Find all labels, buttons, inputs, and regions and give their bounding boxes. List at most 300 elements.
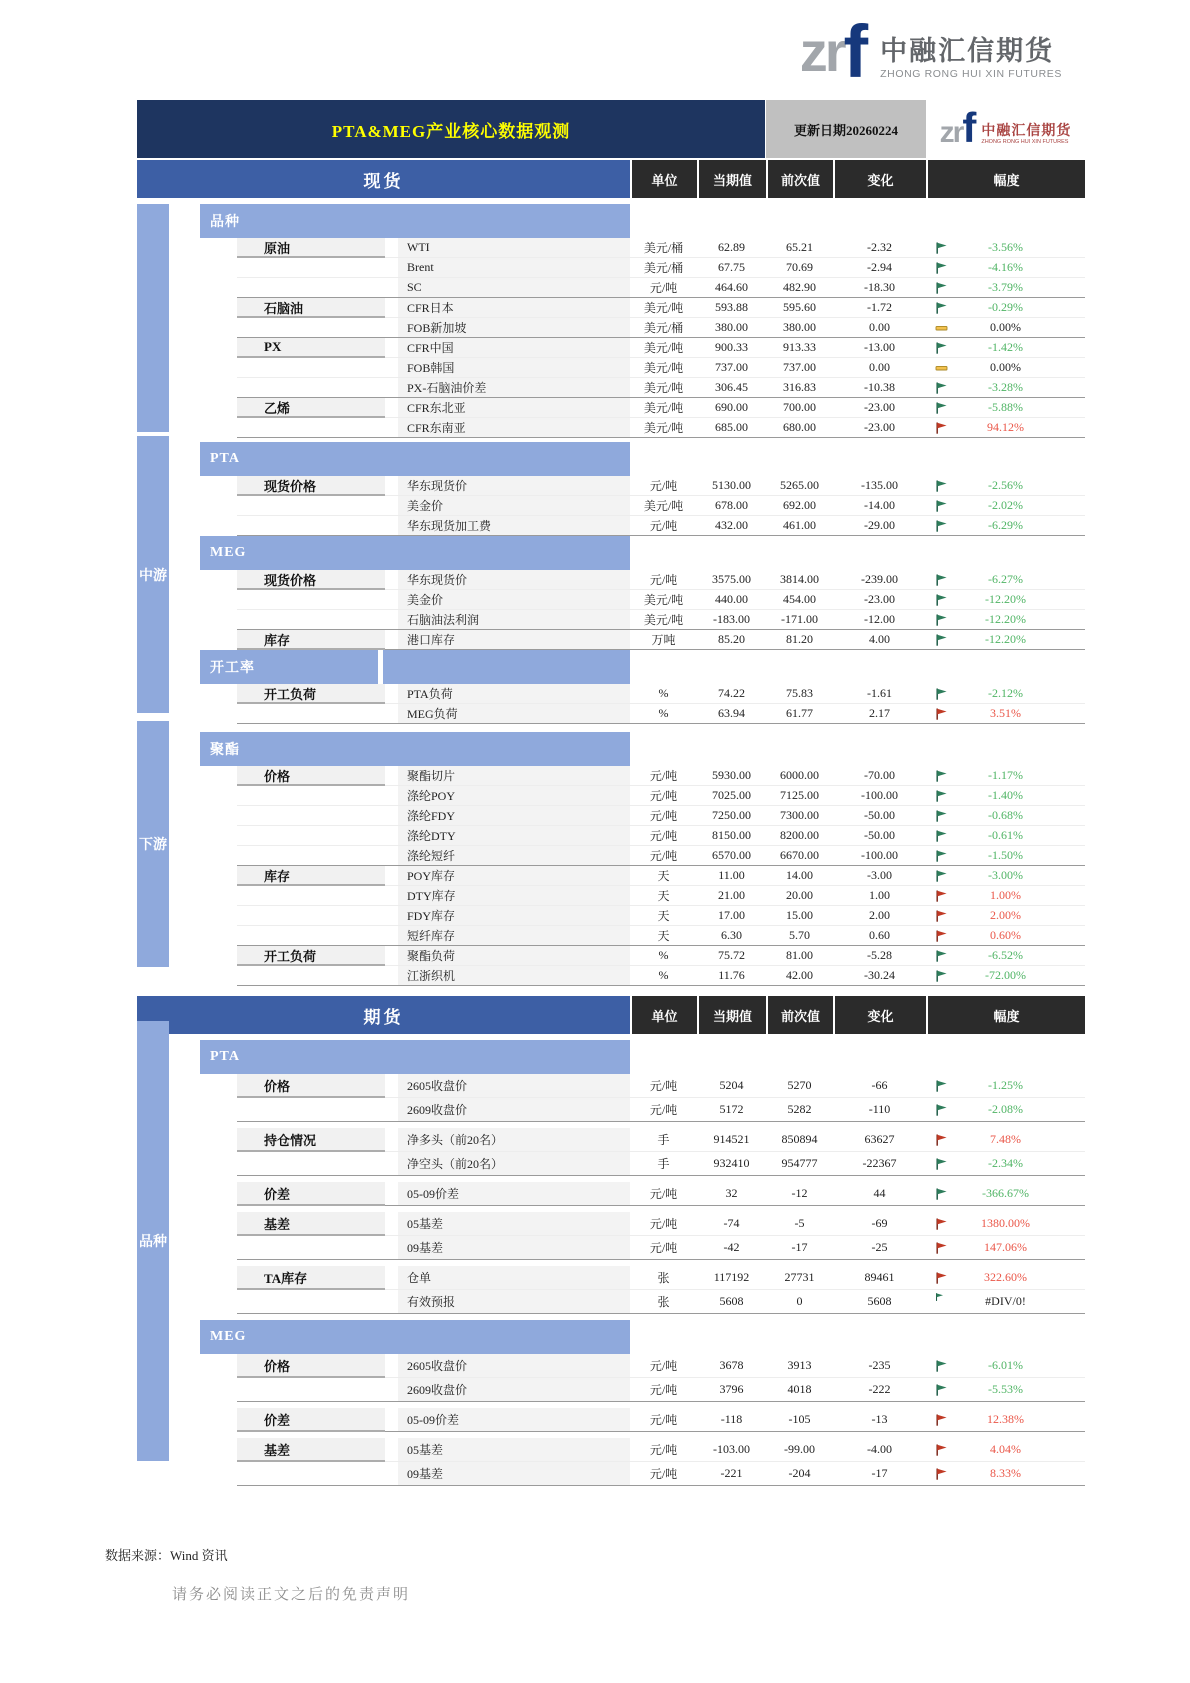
flag-down-icon xyxy=(935,849,948,862)
table-row xyxy=(237,1438,1085,1462)
unit-cell: 元/吨 xyxy=(649,573,678,587)
table-row xyxy=(237,1236,1085,1259)
previous-value-cell: 7125.00 xyxy=(780,788,819,802)
current-value-cell: 67.75 xyxy=(718,260,745,274)
current-value-cell: 17.00 xyxy=(718,908,745,922)
previous-value-cell: 42.00 xyxy=(786,968,813,982)
group-label-cell xyxy=(237,378,398,397)
item-label: 净多头（前20名） xyxy=(398,1128,630,1151)
change-value-cell: -13.00 xyxy=(864,340,895,354)
group-label-cell xyxy=(237,926,398,945)
trend-flag xyxy=(935,401,948,414)
amplitude-cell xyxy=(926,298,1085,317)
flag-up-icon xyxy=(935,421,948,434)
flag-down-icon xyxy=(935,341,948,354)
amplitude-value: -4.16% xyxy=(988,260,1023,274)
table-row xyxy=(237,1098,1085,1121)
previous-value-cell: 7300.00 xyxy=(780,808,819,822)
current-value-cell: 63.94 xyxy=(718,706,745,720)
item-label: 有效预报 xyxy=(398,1290,630,1313)
current-value-cell: 5172 xyxy=(719,1102,744,1116)
amplitude-value: -12.20% xyxy=(985,592,1026,606)
item-label: 涤纶FDY xyxy=(398,806,630,825)
table-row xyxy=(237,1408,1085,1431)
table-row xyxy=(237,806,1085,826)
group-label-cell xyxy=(237,704,398,723)
amplitude-cell xyxy=(926,1128,1085,1151)
current-value-cell: 5608 xyxy=(719,1294,744,1308)
table-row xyxy=(237,684,1085,704)
amplitude-value: 94.12% xyxy=(987,420,1024,434)
group-label: TA库存 xyxy=(237,1266,385,1290)
trend-flag xyxy=(935,1079,948,1092)
group-label-cell xyxy=(237,1128,398,1151)
trend-flag xyxy=(935,1443,948,1456)
item-label: 净空头（前20名） xyxy=(398,1152,630,1175)
trend-flag xyxy=(935,1467,948,1480)
flag-down-icon xyxy=(935,381,948,394)
amplitude-cell xyxy=(926,846,1085,865)
row-group-持仓情况 xyxy=(237,1128,1085,1176)
group-label: 现货价格 xyxy=(237,570,385,590)
previous-value-cell: 692.00 xyxy=(783,498,816,512)
previous-value-cell: -17 xyxy=(791,1240,808,1254)
company-name-cn: 中融汇信期货 xyxy=(981,122,1072,139)
change-value-cell: -100.00 xyxy=(861,848,898,862)
amplitude-cell xyxy=(926,610,1085,629)
row-group-开工负荷 xyxy=(237,684,1085,724)
column-header-amplitude: 幅度 xyxy=(928,160,1085,198)
item-label: 2609收盘价 xyxy=(398,1378,630,1401)
change-value-cell: -239.00 xyxy=(861,572,898,586)
current-value-cell: -74 xyxy=(723,1216,740,1230)
group-label-cell xyxy=(237,1378,398,1401)
trend-flag xyxy=(935,241,948,254)
trend-flag xyxy=(935,1293,944,1302)
row-group-乙烯 xyxy=(237,398,1085,438)
logo-zr-text: zr xyxy=(939,115,963,149)
amplitude-value: 0.00% xyxy=(990,360,1021,374)
previous-value-cell: -5 xyxy=(794,1216,805,1230)
current-value-cell: -103.00 xyxy=(713,1442,750,1456)
band-label: MEG xyxy=(200,536,630,570)
unit-cell: 元/吨 xyxy=(649,1413,678,1427)
change-value-cell: -2.32 xyxy=(867,240,892,254)
logo-text-block xyxy=(880,37,1062,81)
amplitude-cell xyxy=(926,806,1085,825)
previous-value-cell: 850894 xyxy=(781,1132,818,1146)
amplitude-value: -72.00% xyxy=(985,968,1026,982)
change-value-cell: -5.28 xyxy=(867,948,892,962)
item-label: 涤纶POY xyxy=(398,786,630,805)
change-value-cell: -25 xyxy=(871,1240,888,1254)
amplitude-value: -0.61% xyxy=(988,828,1023,842)
unit-cell: 美元/吨 xyxy=(643,341,684,355)
band-label: 聚酯 xyxy=(200,732,630,766)
trend-flag xyxy=(935,929,948,942)
unit-cell: 元/吨 xyxy=(649,1079,678,1093)
change-value-cell: -135.00 xyxy=(861,478,898,492)
change-value-cell: -4.00 xyxy=(867,1442,892,1456)
amplitude-value: -2.12% xyxy=(988,686,1023,700)
current-value-cell: 380.00 xyxy=(715,320,748,334)
flag-down-icon xyxy=(935,1383,948,1396)
unit-cell: 元/吨 xyxy=(649,1187,678,1201)
table-row xyxy=(237,338,1085,358)
table-row xyxy=(237,786,1085,806)
amplitude-value: -1.42% xyxy=(988,340,1023,354)
group-label-cell xyxy=(237,476,398,495)
current-value-cell: 85.20 xyxy=(718,632,745,646)
amplitude-cell xyxy=(926,338,1085,357)
item-label: 美金价 xyxy=(398,590,630,609)
previous-value-cell: 954777 xyxy=(781,1156,818,1170)
group-label: 开工负荷 xyxy=(237,946,385,966)
item-label: DTY库存 xyxy=(398,886,630,905)
table-row xyxy=(237,1074,1085,1098)
flag-down-icon xyxy=(935,519,948,532)
change-value-cell: 0.60 xyxy=(869,928,890,942)
flag-down-icon xyxy=(935,261,948,274)
trend-flag xyxy=(935,969,948,982)
amplitude-cell xyxy=(926,866,1085,885)
band-品种 xyxy=(200,204,630,238)
flag-flat-icon xyxy=(935,362,949,374)
unit-cell: 张 xyxy=(657,1295,670,1309)
previous-value-cell: 913.33 xyxy=(783,340,816,354)
amplitude-value: 3.51% xyxy=(990,706,1021,720)
row-group-现货价格 xyxy=(237,476,1085,536)
amplitude-cell xyxy=(926,516,1085,535)
amplitude-cell xyxy=(926,1266,1085,1289)
row-group-库存 xyxy=(237,866,1085,946)
flag-down-icon xyxy=(935,829,948,842)
amplitude-value: -1.25% xyxy=(988,1078,1023,1092)
group-label: 基差 xyxy=(237,1438,385,1462)
group-label-cell xyxy=(237,826,398,845)
table-row xyxy=(237,258,1085,278)
previous-value-cell: 4018 xyxy=(787,1382,812,1396)
previous-value-cell: 482.90 xyxy=(783,280,816,294)
flag-up-icon xyxy=(935,1467,948,1480)
current-value-cell: 464.60 xyxy=(715,280,748,294)
previous-value-cell: 380.00 xyxy=(783,320,816,334)
trend-flag xyxy=(935,1217,948,1230)
current-value-cell: 11.76 xyxy=(718,968,745,982)
amplitude-value: -2.08% xyxy=(988,1102,1023,1116)
group-label-cell xyxy=(237,590,398,609)
previous-value-cell: 0 xyxy=(796,1294,803,1308)
previous-value-cell: 14.00 xyxy=(786,868,813,882)
group-label-cell xyxy=(237,766,398,785)
current-value-cell: 432.00 xyxy=(715,518,748,532)
previous-value-cell: 680.00 xyxy=(783,420,816,434)
table-row xyxy=(237,886,1085,906)
band-label: MEG xyxy=(200,1320,630,1354)
item-label: POY库存 xyxy=(398,866,630,885)
table-row xyxy=(237,766,1085,786)
unit-cell: 元/吨 xyxy=(649,281,678,295)
change-value-cell: -23.00 xyxy=(864,420,895,434)
amplitude-value: 12.38% xyxy=(987,1412,1024,1426)
flag-down-icon xyxy=(935,949,948,962)
group-label-cell xyxy=(237,684,398,703)
flag-down-icon xyxy=(935,687,948,700)
unit-cell: 元/吨 xyxy=(649,849,678,863)
unit-cell: 美元/吨 xyxy=(643,499,684,513)
group-label-cell xyxy=(237,846,398,865)
amplitude-cell xyxy=(926,1290,1085,1313)
group-label-cell xyxy=(237,1354,398,1377)
amplitude-cell xyxy=(926,1438,1085,1461)
band-MEG xyxy=(200,536,630,570)
item-label: 华东现货加工费 xyxy=(398,516,630,535)
item-label: 华东现货价 xyxy=(398,570,630,589)
header-mini-logo xyxy=(926,100,1085,158)
group-label-cell xyxy=(237,1152,398,1175)
unit-cell: % xyxy=(658,968,669,982)
unit-cell: 手 xyxy=(657,1157,670,1171)
amplitude-cell xyxy=(926,826,1085,845)
unit-cell: 天 xyxy=(657,909,670,923)
group-label: 持仓情况 xyxy=(237,1128,385,1152)
change-value-cell: -30.24 xyxy=(864,968,895,982)
group-label-cell xyxy=(237,806,398,825)
unit-cell: 万吨 xyxy=(651,633,676,647)
group-label-cell xyxy=(237,516,398,535)
current-value-cell: -42 xyxy=(723,1240,740,1254)
row-group-价差 xyxy=(237,1182,1085,1206)
item-label: 仓单 xyxy=(398,1266,630,1289)
group-label-cell xyxy=(237,278,398,297)
trend-flag xyxy=(935,479,948,492)
change-value-cell: -1.61 xyxy=(867,686,892,700)
table-row xyxy=(237,1128,1085,1152)
amplitude-value: -2.56% xyxy=(988,478,1023,492)
group-label: PX xyxy=(237,338,385,358)
group-label-cell xyxy=(237,630,398,649)
amplitude-value: -0.68% xyxy=(988,808,1023,822)
group-label-cell xyxy=(237,966,398,985)
flag-up-icon xyxy=(935,1241,948,1254)
change-value-cell: -100.00 xyxy=(861,788,898,802)
title-row xyxy=(137,100,1085,158)
change-value-cell: -13 xyxy=(871,1412,888,1426)
amplitude-value: -366.67% xyxy=(982,1186,1029,1200)
flag-up-icon xyxy=(935,1413,948,1426)
amplitude-cell xyxy=(926,570,1085,589)
group-label-cell xyxy=(237,1098,398,1121)
change-value-cell: -70.00 xyxy=(864,768,895,782)
trend-flag xyxy=(935,769,948,782)
table-row xyxy=(237,1354,1085,1378)
item-label: 2609收盘价 xyxy=(398,1098,630,1121)
column-header-unit: 单位 xyxy=(632,160,697,198)
trend-flag xyxy=(935,809,948,822)
change-value-cell: 2.00 xyxy=(869,908,890,922)
table-row xyxy=(237,866,1085,886)
item-label: 美金价 xyxy=(398,496,630,515)
unit-cell: 元/吨 xyxy=(649,769,678,783)
flag-up-icon xyxy=(935,1133,948,1146)
group-label: 原油 xyxy=(237,238,385,258)
flag-down-icon xyxy=(935,1079,948,1092)
band-聚酯 xyxy=(200,732,630,766)
current-value-cell: 678.00 xyxy=(715,498,748,512)
previous-value-cell: 27731 xyxy=(784,1270,815,1284)
table-row xyxy=(237,704,1085,723)
amplitude-cell xyxy=(926,590,1085,609)
group-label: 库存 xyxy=(237,866,385,886)
band-PTA xyxy=(200,1040,630,1074)
band-label: 品种 xyxy=(200,204,630,238)
trend-flag xyxy=(935,849,948,862)
data-source-note: 数据来源：Wind 资讯 xyxy=(105,1548,228,1563)
trend-flag xyxy=(935,341,948,354)
amplitude-cell xyxy=(926,258,1085,277)
flag-down-icon xyxy=(935,789,948,802)
change-value-cell: -14.00 xyxy=(864,498,895,512)
amplitude-cell xyxy=(926,318,1085,337)
previous-value-cell: 3913 xyxy=(787,1358,812,1372)
current-value-cell: 900.33 xyxy=(715,340,748,354)
current-value-cell: 75.72 xyxy=(718,948,745,962)
amplitude-cell xyxy=(926,496,1085,515)
unit-cell: 美元/吨 xyxy=(643,613,684,627)
flag-down-icon xyxy=(935,613,948,626)
table-row xyxy=(237,1182,1085,1205)
amplitude-value: -2.02% xyxy=(988,498,1023,512)
change-value-cell: -2.94 xyxy=(867,260,892,274)
group-label-cell xyxy=(237,946,398,965)
previous-value-cell: 70.69 xyxy=(786,260,813,274)
table-row xyxy=(237,570,1085,590)
change-value-cell: 2.17 xyxy=(869,706,890,720)
zrf-logo-icon xyxy=(939,103,977,151)
item-label: 涤纶DTY xyxy=(398,826,630,845)
section-name-header: 现货 xyxy=(137,160,630,198)
amplitude-cell xyxy=(926,1212,1085,1235)
previous-value-cell: 81.00 xyxy=(786,948,813,962)
previous-value-cell: 81.20 xyxy=(786,632,813,646)
group-label-cell xyxy=(237,338,398,357)
group-label-cell xyxy=(237,1212,398,1235)
band-PTA xyxy=(200,442,630,476)
table-row xyxy=(237,398,1085,418)
previous-value-cell: 5265.00 xyxy=(780,478,819,492)
current-value-cell: 7025.00 xyxy=(712,788,751,802)
previous-value-cell: -204 xyxy=(788,1466,811,1480)
row-group-价差 xyxy=(237,1408,1085,1432)
trend-flag xyxy=(935,593,948,606)
change-value-cell: 63627 xyxy=(864,1132,895,1146)
table-row xyxy=(237,826,1085,846)
item-label: 聚酯切片 xyxy=(398,766,630,785)
amplitude-value: -0.29% xyxy=(988,300,1023,314)
trend-flag xyxy=(935,1413,948,1426)
band-开工率 xyxy=(200,650,630,684)
trend-flag xyxy=(935,1157,948,1170)
current-value-cell: 306.45 xyxy=(715,380,748,394)
change-value-cell: -50.00 xyxy=(864,808,895,822)
current-value-cell: 5130.00 xyxy=(712,478,751,492)
amplitude-value: -6.27% xyxy=(988,572,1023,586)
item-label: 09基差 xyxy=(398,1462,630,1485)
group-label: 现货价格 xyxy=(237,476,385,496)
amplitude-value: -6.01% xyxy=(988,1358,1023,1372)
current-value-cell: 932410 xyxy=(713,1156,750,1170)
current-value-cell: 62.89 xyxy=(718,240,745,254)
item-label: 05基差 xyxy=(398,1212,630,1235)
amplitude-value: 2.00% xyxy=(990,908,1021,922)
group-label-cell xyxy=(237,496,398,515)
column-header-row xyxy=(137,996,1085,1034)
flag-down-icon xyxy=(935,1359,948,1372)
trend-flag xyxy=(935,829,948,842)
trend-flag xyxy=(935,261,948,274)
amplitude-value: -12.20% xyxy=(985,632,1026,646)
band-label: PTA xyxy=(200,442,630,476)
amplitude-cell xyxy=(926,946,1085,965)
unit-cell: 元/吨 xyxy=(649,789,678,803)
unit-cell: 天 xyxy=(657,929,670,943)
flag-down-icon xyxy=(935,769,948,782)
table-row xyxy=(237,1212,1085,1236)
unit-cell: 元/吨 xyxy=(649,1467,678,1481)
unit-cell: 元/吨 xyxy=(649,479,678,493)
amplitude-value: -3.56% xyxy=(988,240,1023,254)
previous-value-cell: 61.77 xyxy=(786,706,813,720)
amplitude-value: 8.33% xyxy=(990,1466,1021,1480)
group-label: 基差 xyxy=(237,1212,385,1236)
table-row xyxy=(237,476,1085,496)
current-value-cell: 440.00 xyxy=(715,592,748,606)
change-value-cell: -12.00 xyxy=(864,612,895,626)
amplitude-cell xyxy=(926,1408,1085,1431)
amplitude-value: 1.00% xyxy=(990,888,1021,902)
change-value-cell: -1.72 xyxy=(867,300,892,314)
unit-cell: 元/吨 xyxy=(649,1443,678,1457)
current-value-cell: 737.00 xyxy=(715,360,748,374)
previous-value-cell: 6670.00 xyxy=(780,848,819,862)
table-row xyxy=(237,906,1085,926)
change-value-cell: 44 xyxy=(873,1186,886,1200)
group-label: 价差 xyxy=(237,1182,385,1206)
group-label: 价格 xyxy=(237,1074,385,1098)
flag-down-icon xyxy=(935,1187,948,1200)
side-strip-variety: 品种 xyxy=(137,1021,169,1461)
table-row xyxy=(237,1378,1085,1401)
flag-down-icon xyxy=(935,573,948,586)
row-group-价格 xyxy=(237,766,1085,866)
logo-zr-text: zr xyxy=(799,20,844,83)
table-row xyxy=(237,1152,1085,1175)
change-value-cell: -50.00 xyxy=(864,828,895,842)
amplitude-value: -6.52% xyxy=(988,948,1023,962)
trend-flag xyxy=(935,707,948,720)
change-value-cell: 0.00 xyxy=(869,320,890,334)
group-label-cell xyxy=(237,298,398,317)
flag-down-icon xyxy=(935,301,948,314)
item-label: Brent xyxy=(398,258,630,277)
amplitude-cell xyxy=(926,630,1085,649)
column-header-unit: 单位 xyxy=(632,996,697,1034)
unit-cell: 美元/桶 xyxy=(643,321,684,335)
group-label: 价差 xyxy=(237,1408,385,1432)
item-label: 江浙织机 xyxy=(398,966,630,985)
logo-f-text: f xyxy=(843,10,869,93)
item-label: FDY库存 xyxy=(398,906,630,925)
